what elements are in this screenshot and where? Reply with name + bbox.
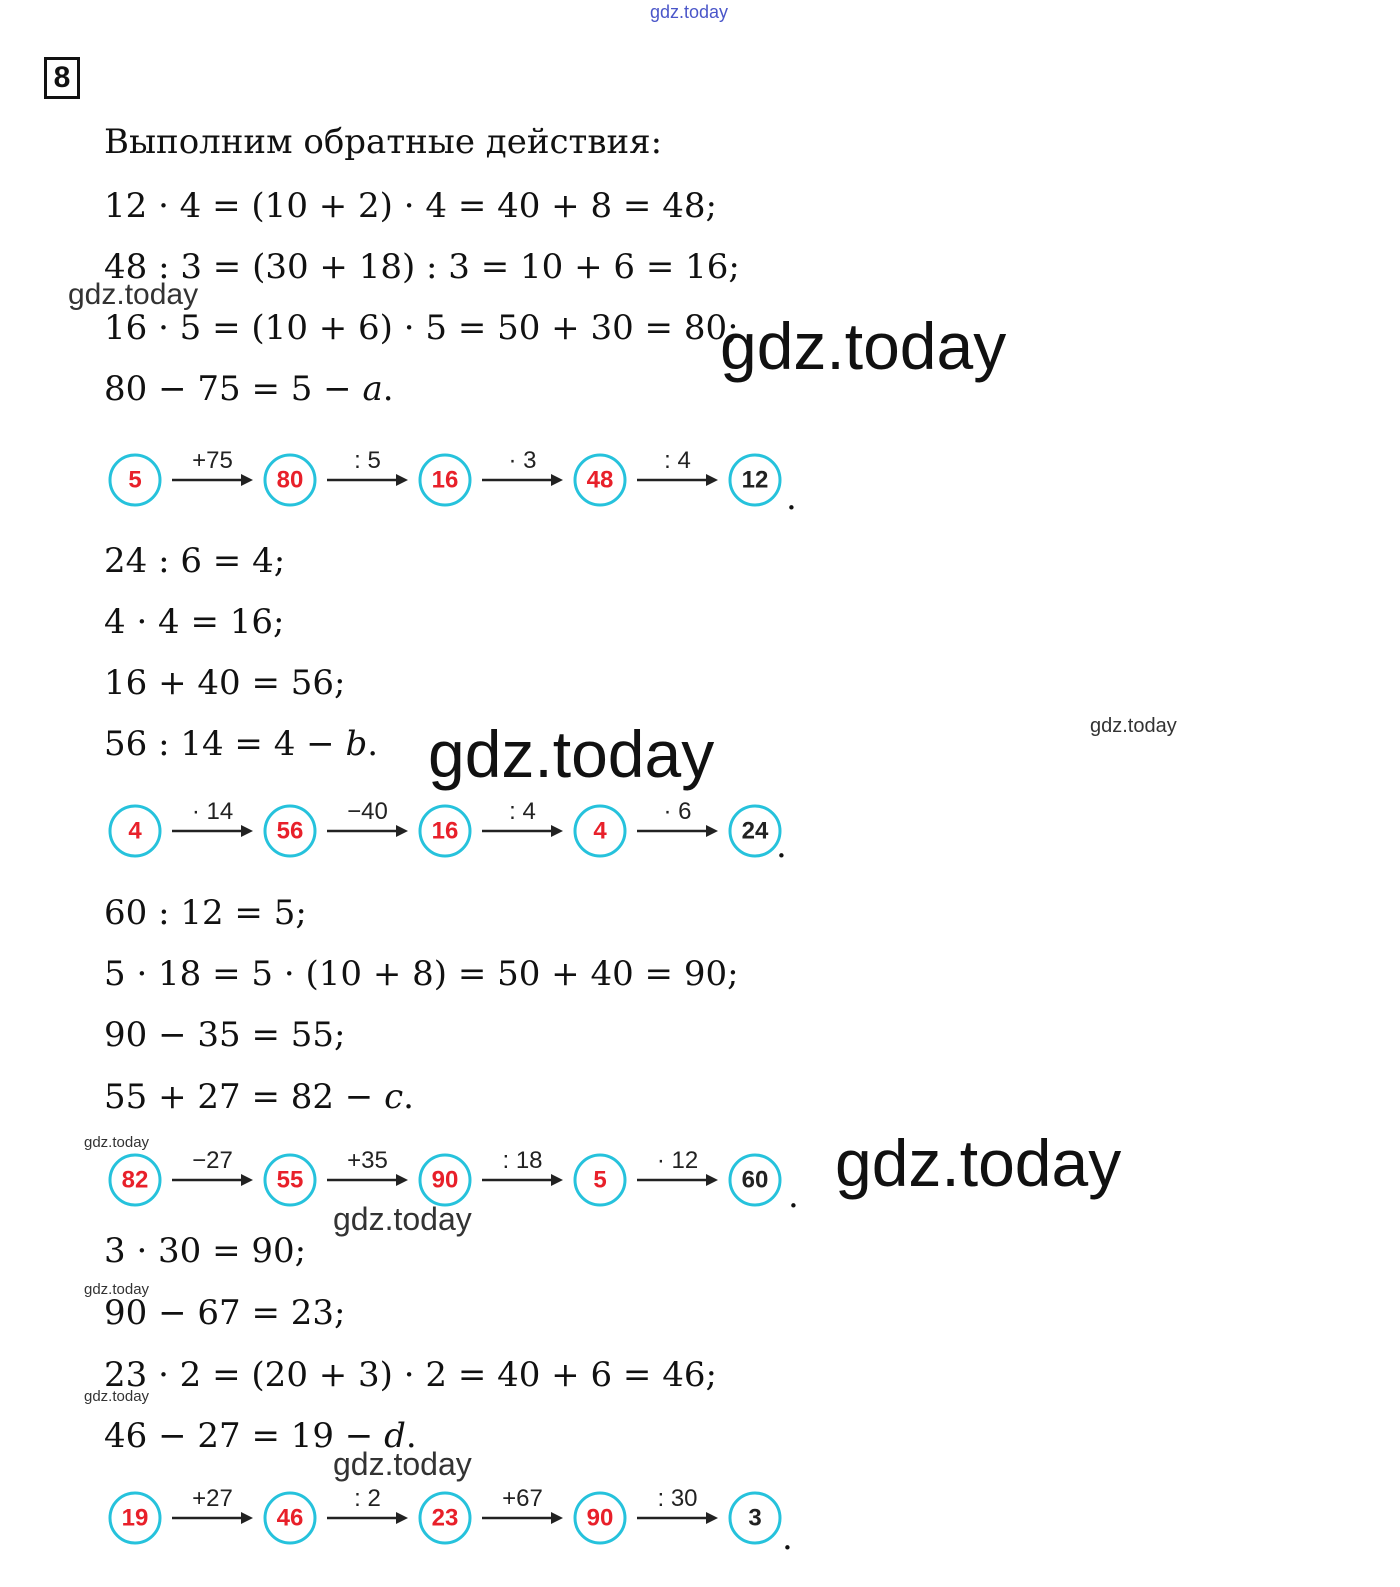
- svg-text:+75: +75: [192, 447, 233, 474]
- chain-arrow: [327, 447, 408, 486]
- svg-text:55: 55: [276, 1166, 304, 1194]
- svg-text:: 2: : 2: [354, 1485, 381, 1512]
- svg-text:16: 16: [431, 466, 459, 494]
- chain-arrow: [482, 1147, 563, 1186]
- svg-text:−40: −40: [347, 798, 388, 825]
- watermark: gdz.today: [84, 1134, 150, 1151]
- chain-node: [420, 806, 470, 856]
- chain-node: [265, 806, 315, 856]
- chain-arrow: [637, 798, 718, 837]
- svg-text:16: 16: [431, 817, 459, 845]
- equation-final: 80 − 75 = 5 − a.: [104, 369, 394, 409]
- chain-node: [575, 1155, 625, 1205]
- chain-arrow: [637, 447, 718, 486]
- inverse-chain: [100, 442, 820, 512]
- chain-arrow: [172, 447, 253, 486]
- svg-text:: 4: : 4: [664, 447, 691, 474]
- variable-d: d: [384, 1416, 406, 1456]
- equation-final: 55 + 27 = 82 − c.: [104, 1077, 414, 1117]
- watermark: gdz.today: [333, 1446, 472, 1482]
- equation: 90 − 35 = 55;: [104, 1015, 346, 1055]
- svg-text:24: 24: [741, 817, 769, 845]
- chain-arrow: [637, 1485, 718, 1524]
- svg-text:: 18: : 18: [502, 1147, 543, 1174]
- equation: 24 : 6 = 4;: [104, 541, 286, 581]
- inverse-chain: [100, 793, 820, 863]
- svg-text:46: 46: [276, 1504, 304, 1532]
- chain-arrow: [172, 1147, 253, 1186]
- equation: 48 : 3 = (30 + 18) : 3 = 10 + 6 = 16;: [104, 247, 740, 287]
- equation: 23 · 2 = (20 + 3) · 2 = 40 + 6 = 46;: [104, 1355, 717, 1395]
- chain-arrow: [482, 798, 563, 837]
- equation: 4 · 4 = 16;: [104, 602, 285, 642]
- chain-arrow: [327, 1485, 408, 1524]
- svg-text:+27: +27: [192, 1485, 233, 1512]
- variable-c: c: [384, 1077, 404, 1117]
- task-number-box: 8: [44, 57, 80, 99]
- svg-text:· 14: · 14: [191, 798, 234, 825]
- svg-text:19: 19: [121, 1504, 149, 1532]
- watermark: gdz.today: [835, 1126, 1122, 1200]
- equation-final: 46 − 27 = 19 − d.: [104, 1416, 417, 1456]
- chain-arrow: [172, 1485, 253, 1524]
- chain-arrow: [482, 1485, 563, 1524]
- svg-text:5: 5: [593, 1166, 607, 1194]
- equation: 5 · 18 = 5 · (10 + 8) = 50 + 40 = 90;: [104, 954, 739, 994]
- chain-period: .: [788, 1176, 799, 1216]
- chain-node: [110, 1493, 160, 1543]
- chain-node: [110, 806, 160, 856]
- variable-b: b: [345, 724, 368, 764]
- svg-text:· 3: · 3: [508, 447, 537, 474]
- equation: 90 − 67 = 23;: [104, 1293, 346, 1333]
- chain-node: [575, 455, 625, 505]
- svg-text:90: 90: [586, 1504, 614, 1532]
- watermark: gdz.today: [1090, 715, 1177, 737]
- chain-arrow: [482, 447, 563, 486]
- watermark: gdz.today: [428, 717, 715, 791]
- equation: 3 · 30 = 90;: [104, 1231, 307, 1271]
- chain-node: [420, 1493, 470, 1543]
- chain-period: .: [782, 1518, 793, 1558]
- svg-text:+67: +67: [502, 1485, 543, 1512]
- chain-period: .: [776, 826, 787, 866]
- equation: 16 + 40 = 56;: [104, 663, 346, 703]
- chain-node: [265, 1155, 315, 1205]
- svg-text:90: 90: [431, 1166, 459, 1194]
- svg-text:23: 23: [431, 1504, 459, 1532]
- chain-node: [110, 1155, 160, 1205]
- svg-text:: 5: : 5: [354, 447, 381, 474]
- chain-node: [420, 455, 470, 505]
- chain-node: [730, 1155, 780, 1205]
- chain-arrow: [327, 1147, 408, 1186]
- svg-text:: 30: : 30: [657, 1485, 698, 1512]
- svg-text:· 12: · 12: [656, 1147, 699, 1174]
- chain-node: [265, 455, 315, 505]
- watermark: gdz.today: [333, 1201, 472, 1237]
- chain-period: .: [786, 478, 797, 518]
- chain-node: [575, 1493, 625, 1543]
- chain-node: [730, 806, 780, 856]
- watermark: gdz.today: [720, 309, 1007, 383]
- equation: 16 · 5 = (10 + 6) · 5 = 50 + 30 = 80;: [104, 308, 739, 348]
- svg-text:4: 4: [128, 817, 142, 845]
- svg-text:48: 48: [586, 466, 614, 494]
- svg-text:12: 12: [741, 466, 769, 494]
- equation: 12 · 4 = (10 + 2) · 4 = 40 + 8 = 48;: [104, 186, 717, 226]
- chain-node: [265, 1493, 315, 1543]
- chain-node: [575, 806, 625, 856]
- inverse-chain: [100, 1480, 820, 1550]
- svg-text:: 4: : 4: [509, 798, 536, 825]
- svg-text:−27: −27: [192, 1147, 233, 1174]
- chain-arrow: [172, 798, 253, 837]
- chain-arrow: [637, 1147, 718, 1186]
- watermark: gdz.today: [84, 1388, 150, 1405]
- variable-a: a: [362, 369, 383, 409]
- svg-text:60: 60: [741, 1166, 769, 1194]
- svg-text:56: 56: [276, 817, 304, 845]
- svg-text:80: 80: [276, 466, 304, 494]
- chain-node: [110, 455, 160, 505]
- svg-text:+35: +35: [347, 1147, 388, 1174]
- chain-node: [730, 1493, 780, 1543]
- watermark: gdz.today: [84, 1281, 150, 1298]
- svg-text:3: 3: [748, 1504, 762, 1532]
- intro-text: Выполним обратные действия:: [104, 122, 663, 162]
- chain-node: [420, 1155, 470, 1205]
- chain-node: [730, 455, 780, 505]
- svg-text:4: 4: [593, 817, 607, 845]
- svg-text:· 6: · 6: [663, 798, 692, 825]
- svg-text:5: 5: [128, 466, 142, 494]
- svg-text:82: 82: [121, 1166, 149, 1194]
- watermark: gdz.today: [68, 278, 199, 311]
- chain-arrow: [327, 798, 408, 837]
- equation: 60 : 12 = 5;: [104, 893, 307, 933]
- equation-final: 56 : 14 = 4 − b.: [104, 724, 379, 764]
- watermark-top: gdz.today: [650, 2, 729, 22]
